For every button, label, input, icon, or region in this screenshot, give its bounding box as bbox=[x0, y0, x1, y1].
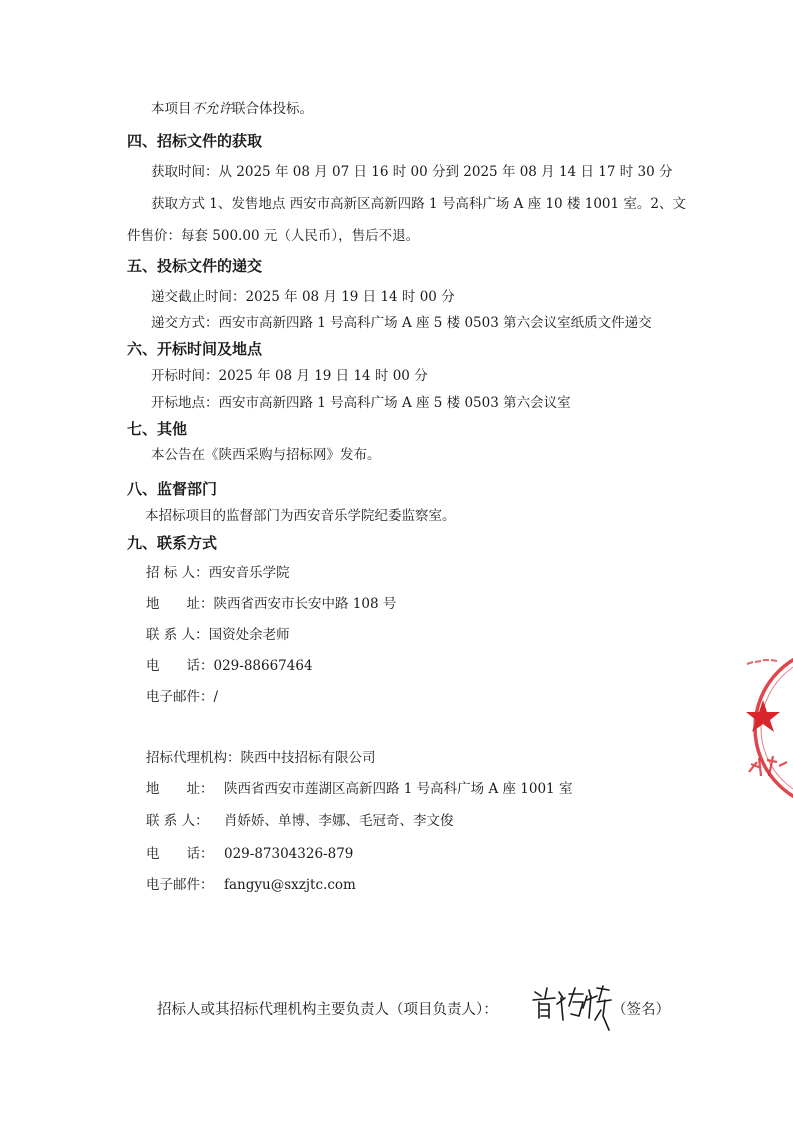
intro-prefix: 本项目 bbox=[151, 101, 192, 117]
tenderer-email-label: 电子邮件： bbox=[146, 689, 214, 705]
sec6-place: 开标地点：西安市高新四路 1 号高科广场 A 座 5 楼 0503 第六会议室 bbox=[151, 395, 571, 411]
agency-phone: 029-87304326-879 bbox=[224, 846, 354, 862]
section-6-heading: 六、开标时间及地点 bbox=[127, 340, 263, 358]
tenderer-contact-label: 联 系 人： bbox=[146, 627, 209, 643]
sec4-method-line1: 获取方式 1、发售地点 西安市高新区高新四路 1 号高科广场 A 座 10 楼 1001 室。2、文 bbox=[151, 196, 686, 212]
footer-sign-label: （签名） bbox=[612, 1002, 670, 1018]
tenderer-address-label: 地 址： bbox=[146, 596, 214, 612]
agency-address-label: 地 址： bbox=[146, 781, 214, 797]
sec5-deadline: 递交截止时间：2025 年 08 月 19 日 14 时 00 分 bbox=[151, 289, 455, 305]
agency-email-row bbox=[146, 876, 356, 894]
tenderer-email-row bbox=[146, 688, 218, 706]
tenderer-contact-row bbox=[146, 626, 290, 644]
agency-email-label: 电子邮件： bbox=[146, 877, 214, 893]
agency-contact-row bbox=[146, 812, 454, 830]
section-8-heading: 八、监督部门 bbox=[127, 480, 218, 498]
intro-line bbox=[151, 100, 313, 118]
footer-signer-text: 招标人或其招标代理机构主要负责人（项目负责人）： bbox=[157, 1002, 498, 1018]
tenderer-contact: 国资处余老师 bbox=[208, 627, 290, 643]
red-seal-stamp-icon bbox=[743, 648, 793, 808]
section-4-heading: 四、招标文件的获取 bbox=[127, 132, 263, 150]
tenderer-phone-row bbox=[146, 657, 313, 675]
tenderer-name-row bbox=[146, 564, 290, 582]
agency-name-label: 招标代理机构： bbox=[146, 750, 241, 766]
tenderer-address: 陕西省西安市长安中路 108 号 bbox=[213, 596, 397, 612]
agency-name: 陕西中技招标有限公司 bbox=[240, 750, 376, 766]
sec8-text: 本招标项目的监督部门为西安音乐学院纪委监察室。 bbox=[145, 508, 456, 524]
tenderer-name: 西安音乐学院 bbox=[208, 565, 290, 581]
agency-phone-row bbox=[146, 845, 353, 863]
sec7-text: 本公告在《陕西采购与招标网》发布。 bbox=[151, 447, 381, 463]
agency-contact: 肖娇娇、单博、李娜、毛冠奇、李文俊 bbox=[224, 813, 454, 829]
intro-suffix: 联合体投标。 bbox=[232, 101, 313, 117]
agency-contact-label: 联 系 人： bbox=[146, 813, 209, 829]
tenderer-name-label: 招 标 人： bbox=[146, 565, 209, 581]
section-7-heading: 七、其他 bbox=[127, 420, 188, 438]
agency-phone-label: 电 话： bbox=[146, 846, 214, 862]
agency-email: fangyu@sxzjtc.com bbox=[224, 877, 356, 893]
handwritten-signature-icon bbox=[529, 984, 615, 1036]
section-5-heading: 五、投标文件的递交 bbox=[127, 257, 263, 275]
intro-emphasis: 不允许 bbox=[191, 101, 232, 117]
tenderer-email: / bbox=[213, 689, 219, 705]
sec6-time: 开标时间：2025 年 08 月 19 日 14 时 00 分 bbox=[151, 368, 428, 384]
agency-address-row bbox=[146, 780, 572, 798]
sec5-method: 递交方式：西安市高新四路 1 号高科广场 A 座 5 楼 0503 第六会议室纸质文件递交 bbox=[151, 315, 652, 331]
section-9-heading: 九、联系方式 bbox=[127, 534, 218, 552]
tenderer-address-row bbox=[146, 595, 396, 613]
sec4-time: 获取时间：从 2025 年 08 月 07 日 16 时 00 分到 2025 年 08 月 14 日 17 时 30 分 bbox=[151, 164, 673, 180]
sec4-method-line2: 件售价：每套 500.00 元（人民币），售后不退。 bbox=[127, 228, 420, 244]
tenderer-phone-label: 电 话： bbox=[146, 658, 214, 674]
agency-address: 陕西省西安市莲湖区高新四路 1 号高科广场 A 座 1001 室 bbox=[224, 781, 573, 797]
tenderer-phone: 029-88667464 bbox=[213, 658, 313, 674]
agency-name-row bbox=[146, 749, 376, 767]
